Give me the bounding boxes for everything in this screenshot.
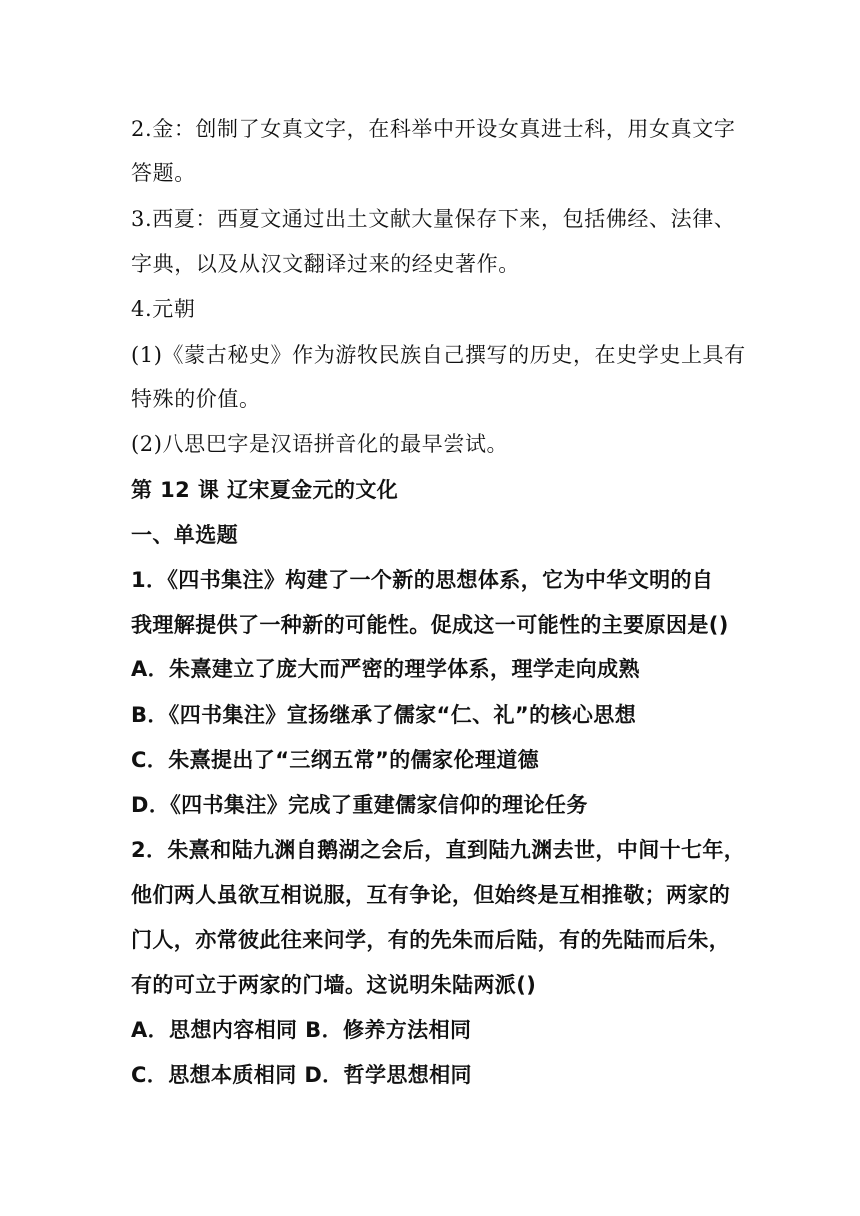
question-2-options-cd: C．思想本质相同 D．哲学思想相同 [131,1063,472,1087]
section-heading: 一、单选题 [131,523,238,547]
question-2-stem-cont-2: 门人，亦常彼此往来问学，有的先朱而后陆，有的先陆而后朱， [131,928,731,952]
text-line-yuan: 4.元朝 [131,297,196,321]
text-line-jin: 2.金：创制了女真文字，在科举中开设女真进士科，用女真文字 [131,117,736,141]
question-2-stem-cont-3: 有的可立于两家的门墙。这说明朱陆两派() [131,973,537,997]
question-1-option-d: D．《四书集注》完成了重建儒家信仰的理论任务 [131,793,588,817]
lesson-title: 第 12 课 辽宋夏金元的文化 [131,478,399,502]
question-2-stem: 2．朱熹和陆九渊自鹅湖之会后，直到陆九渊去世，中间十七年， [131,838,746,862]
question-2-stem-cont-1: 他们两人虽欲互相说服，互有争论，但始终是互相推敬；两家的 [131,883,731,907]
question-2-options-ab: A．思想内容相同 B．修养方法相同 [131,1018,472,1042]
text-line-xixia: 3.西夏：西夏文通过出土文献大量保存下来，包括佛经、法律、 [131,207,736,231]
text-line-yuan-2: (2)八思巴字是汉语拼音化的最早尝试。 [131,432,509,456]
text-line-yuan-1-cont: 特殊的价值。 [131,387,261,411]
question-1-stem: 1．《四书集注》构建了一个新的思想体系，它为中华文明的自 [131,568,714,592]
question-1-option-b: B．《四书集注》宣扬继承了儒家“仁、礼”的核心思想 [131,703,637,727]
text-line-jin-cont: 答题。 [131,161,196,185]
text-line-yuan-1: (1)《蒙古秘史》作为游牧民族自己撰写的历史，在史学史上具有 [131,343,746,367]
question-1-option-c: C．朱熹提出了“三纲五常”的儒家伦理道德 [131,748,540,772]
text-line-xixia-cont: 字典，以及从汉文翻译过来的经史著作。 [131,252,520,276]
question-1-option-a: A．朱熹建立了庞大而严密的理学体系，理学走向成熟 [131,657,640,681]
question-1-stem-cont: 我理解提供了一种新的可能性。促成这一可能性的主要原因是() [131,613,729,637]
